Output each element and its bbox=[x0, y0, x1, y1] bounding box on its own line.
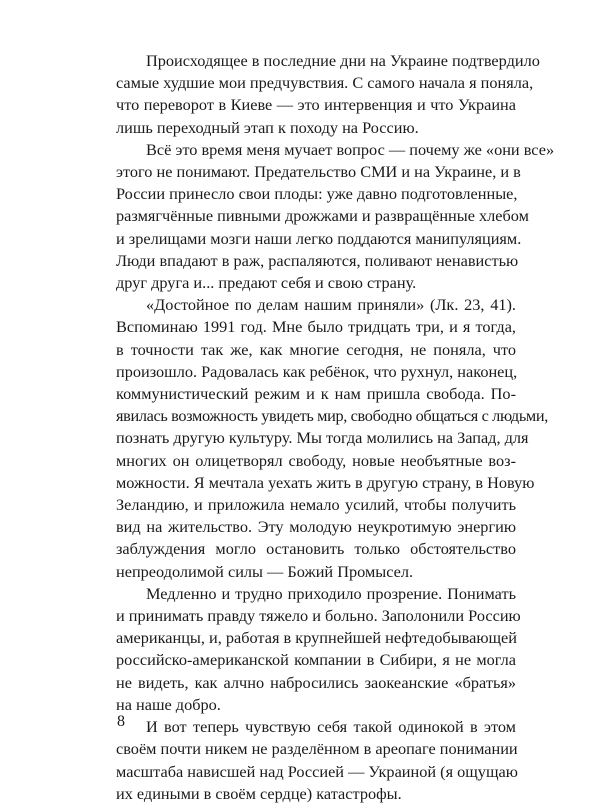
text-line: их едиными в своём сердце) катастрофы. bbox=[116, 783, 402, 803]
text-line: Зеландию, и приложила немало усилий, чтобы получить bbox=[116, 495, 516, 515]
text-line: размягчённые пивными дрожжами и развращённые хлебом bbox=[116, 206, 529, 226]
text-line: Вспоминаю 1991 год. Мне было тридцать три, и я тогда, bbox=[116, 317, 516, 337]
text-line: американцы, и, работая в крупнейшей нефтедобывающей bbox=[116, 628, 517, 648]
text-line: этого не понимают. Предательство СМИ и на Украине, и в bbox=[116, 162, 521, 182]
text-line: заблуждения могло остановить только обстоятельство bbox=[116, 539, 516, 559]
text-line: познать другую культуру. Мы тогда молились на Запад, для bbox=[116, 428, 529, 448]
text-line: на наше добро. bbox=[116, 694, 221, 714]
text-line: в точности так же, как многие сегодня, не поняла, что bbox=[116, 339, 516, 359]
text-line: явилась возможность увидеть мир, свободно общаться с людьми, bbox=[116, 406, 548, 426]
text-line: не видеть, как алчно набросились заокеанские «братья» bbox=[116, 672, 516, 692]
text-line: России принесло свои плоды: уже давно подготовленные, bbox=[116, 184, 518, 204]
text-line: друг друга и... предают себя и свою страну. bbox=[116, 273, 417, 293]
text-line: и принимать правду тяжело и больно. Заполонили Россию bbox=[116, 606, 521, 626]
paragraph-3 bbox=[116, 294, 548, 583]
text-line: и зрелищами мозги наши легко поддаются манипуляциям. bbox=[116, 228, 522, 248]
text-line: И вот теперь чувствую себя такой одинокой в этом bbox=[146, 717, 516, 737]
page-number: 8 bbox=[117, 713, 125, 730]
text-line: Медленно и трудно приходило прозрение. Понимать bbox=[146, 583, 516, 603]
text-line: коммунистический режим и к нам пришла свобода. По- bbox=[116, 384, 516, 404]
text-line: «Достойное по делам нашим приняли» (Лк. 23, 41). bbox=[146, 295, 516, 315]
body-text bbox=[116, 50, 555, 805]
text-line: самые худшие мои предчувствия. С самого начала я поняла, bbox=[116, 73, 534, 93]
text-line: своём почти никем не разделённом в ареопаге понимании bbox=[116, 739, 518, 759]
text-line: непреодолимой силы — Божий Промысел. bbox=[116, 561, 414, 581]
text-line: можности. Я мечтала уехать жить в другую страну, в Новую bbox=[116, 472, 535, 492]
text-line: лишь переходный этап к походу на Россию. bbox=[116, 117, 419, 137]
text-line: что переворот в Киеве — это интервенция и что Украина bbox=[116, 95, 516, 115]
text-line: произошло. Радовалась как ребёнок, что рухнул, наконец, bbox=[116, 361, 518, 381]
text-line: Всё это время меня мучает вопрос — почему же «они все» bbox=[146, 139, 555, 159]
paragraph-5 bbox=[116, 716, 516, 805]
paragraph-2 bbox=[116, 139, 555, 294]
paragraph-1 bbox=[116, 50, 540, 139]
text-line: многих он олицетворял свободу, новые необъятные воз- bbox=[116, 450, 516, 470]
text-line: масштаба нависшей над Россией — Украиной (я ощущаю bbox=[116, 761, 518, 781]
paragraph-4 bbox=[116, 583, 521, 716]
text-line: российско-американской компании в Сибири, я не могла bbox=[116, 650, 516, 670]
text-line: вид на жительство. Эту молодую неукротимую энергию bbox=[116, 517, 516, 537]
text-line: Люди впадают в раж, распаляются, поливают ненавистью bbox=[116, 250, 519, 270]
text-line: Происходящее в последние дни на Украине подтвердило bbox=[146, 51, 540, 70]
